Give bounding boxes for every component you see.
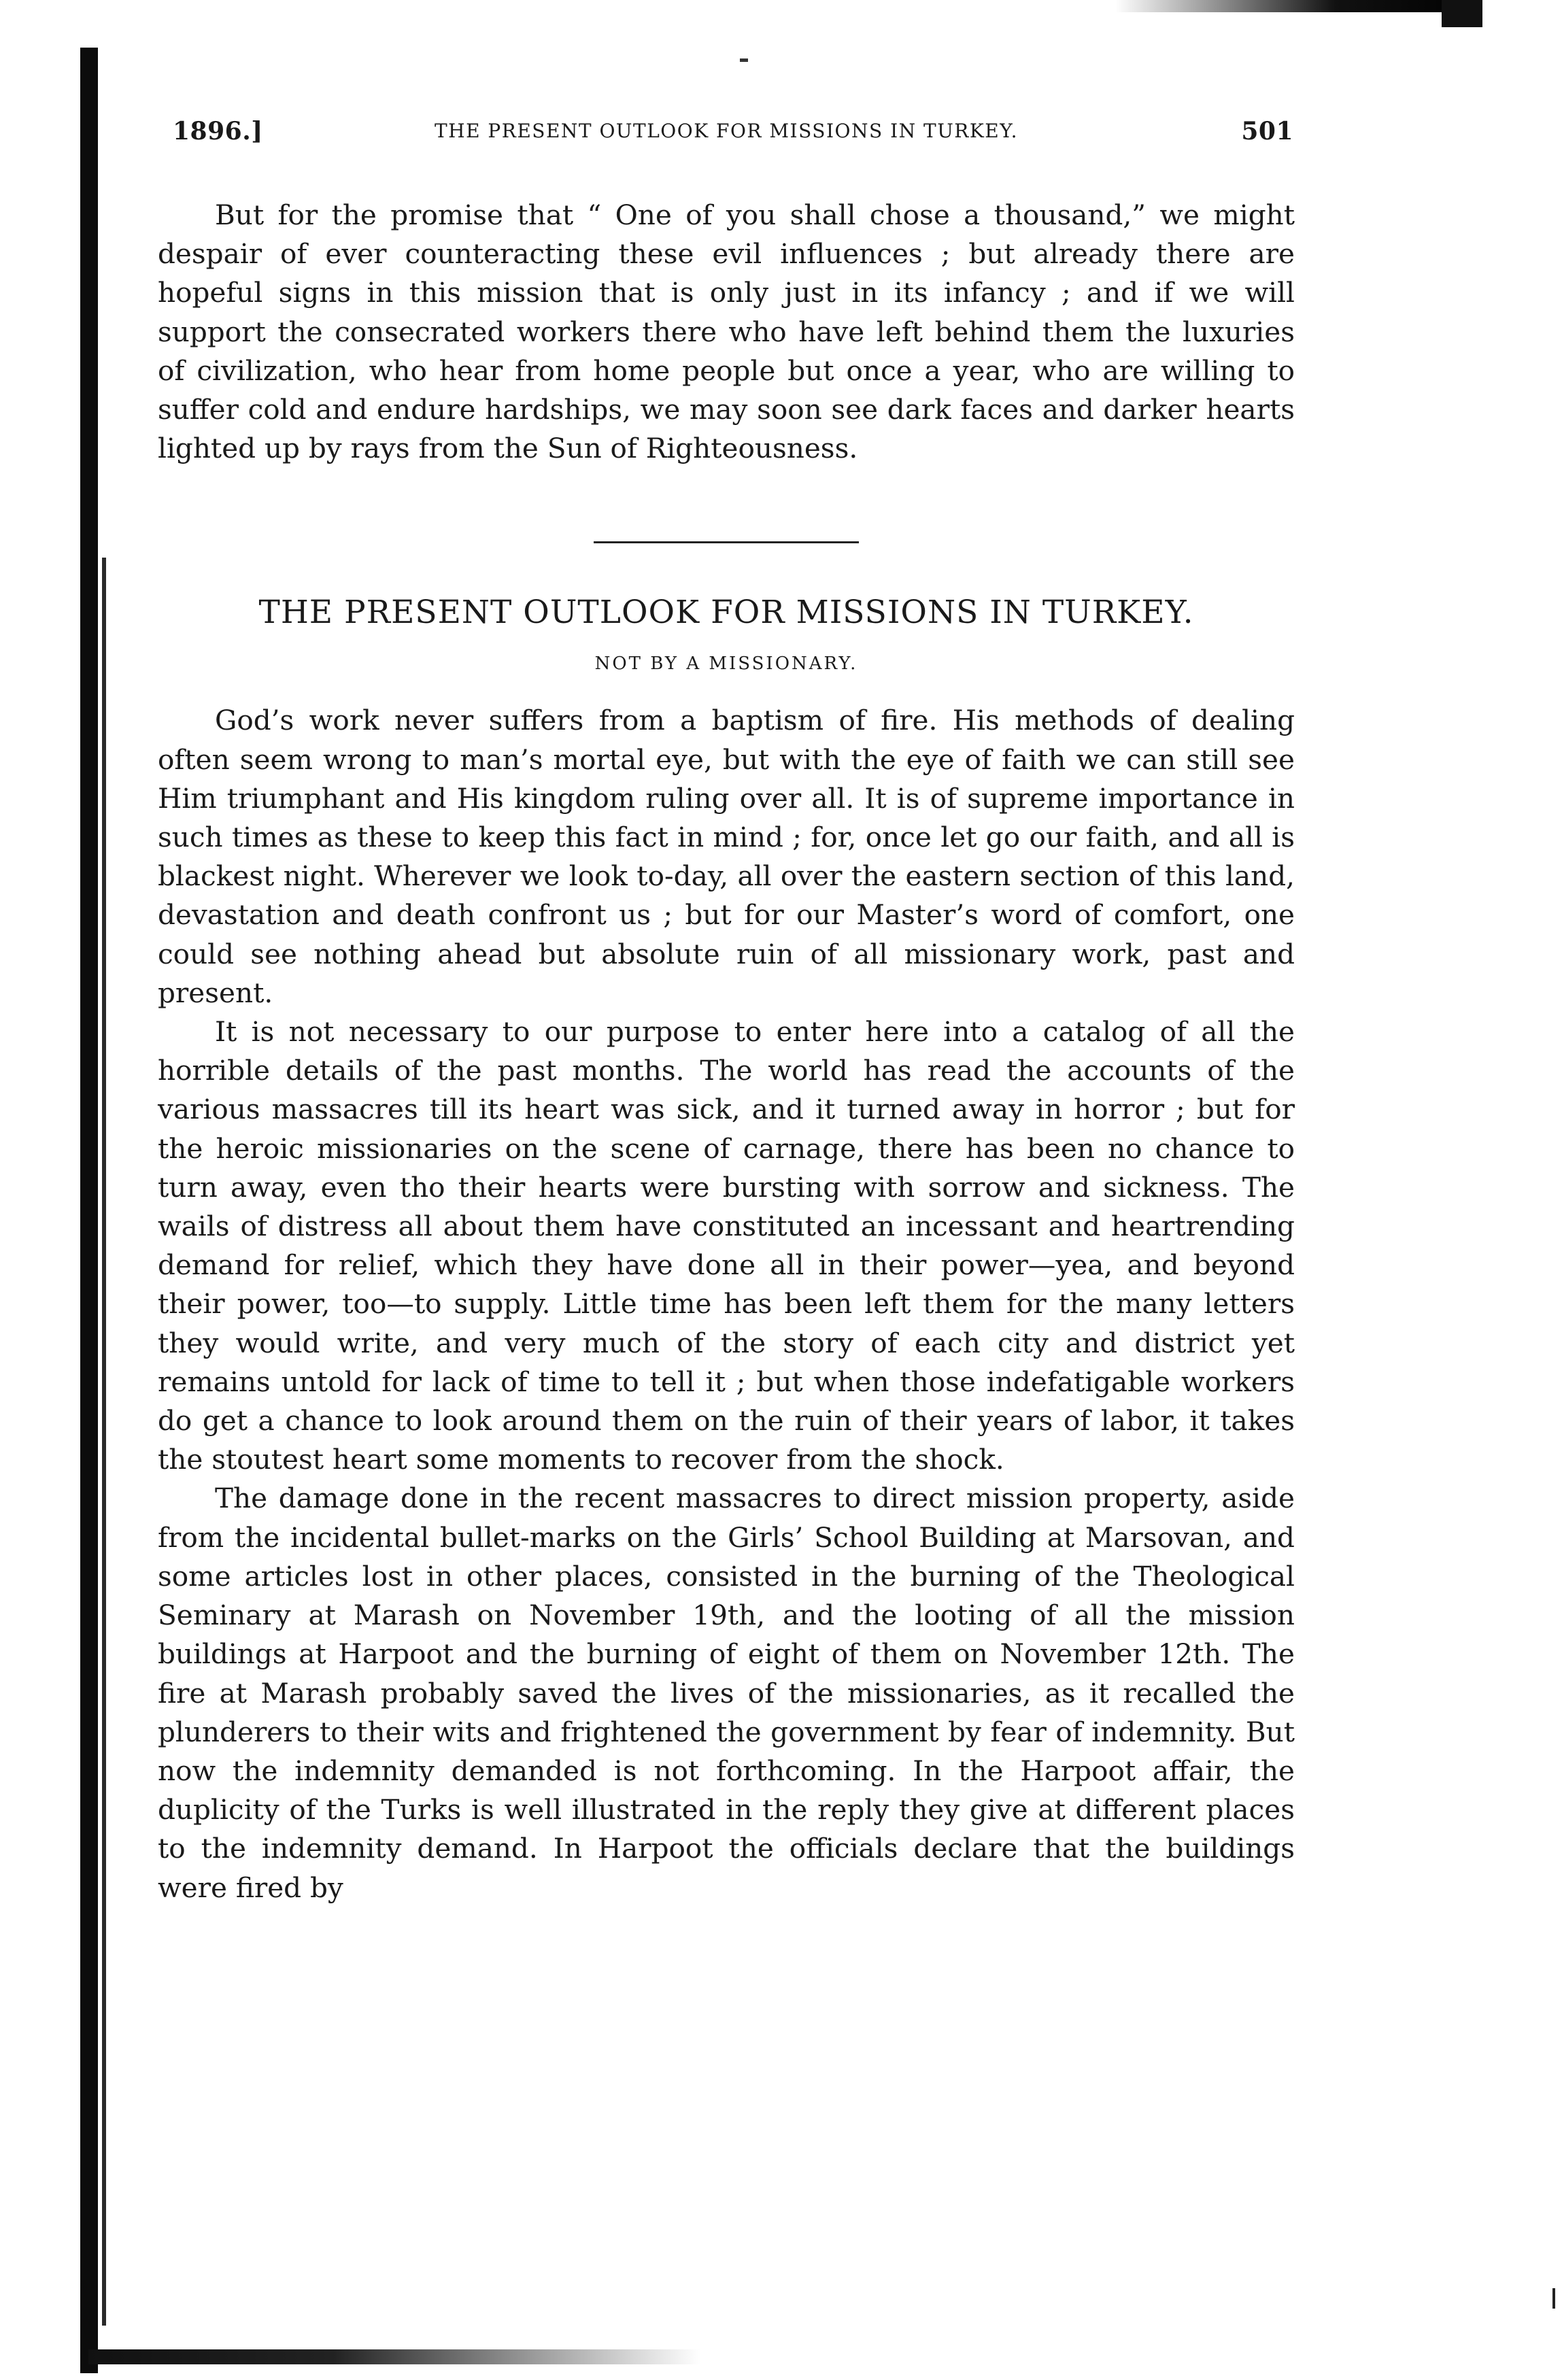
scan-edge-shadow [80, 48, 98, 2373]
running-head-year: 1896.] [173, 117, 263, 146]
scan-speck [740, 58, 748, 62]
scan-bottom-shadow [88, 2349, 700, 2364]
scan-top-shadow [1115, 0, 1482, 12]
page-number: 501 [1241, 117, 1293, 146]
article-title: THE PRESENT OUTLOOK FOR MISSIONS IN TURKEY. [258, 594, 1194, 632]
section-divider [594, 541, 859, 543]
running-head [158, 109, 1295, 156]
article-paragraph: The damage done in the recent massacres to direct mission property, aside from the incidental bullet-marks on the Girls’ School Building at Marsovan, and some articles lost in other places, consisted in the burning of the Theological Seminary at Marash on November 19th, and the looting of all the mission buildings at Harpoot and the burning of eight of them on November 12th. The fire at Marash probably saved the lives of the missionaries, as it recalled the plunderers to their wits and frightened the government by fear of indemnity. But now the indemnity demanded is not forthcoming. In the Harpoot affair, the duplicity of the Turks is well illustrated in the reply they give at different places to the indemnity demand. In Harpoot the officials declare that the buildings were fired by [158, 1482, 1295, 1904]
opening-paragraph: But for the promise that “ One of you shall chose a thousand,” we might despair of ever counteracting these evil influences ; but already there are hopeful signs in this mission that is only just in its infancy ; and if we will support the consecrated workers there who have left behind them the luxuries of civilization, who hear from home people but once a year, who are willing to suffer cold and endure hardships, we may soon see dark faces and darker hearts lighted up by rays from the Sun of Righteousness. [158, 199, 1295, 465]
running-head-title: THE PRESENT OUTLOOK FOR MISSIONS IN TURKEY. [434, 120, 1019, 142]
article-paragraph: God’s work never suffers from a baptism of fire. His methods of dealing often seem wrong to man’s mortal eye, but with the eye of faith we can still see Him triumphant and His kingdom ruling over all. It is of supreme importance in such times as these to keep this fact in mind ; for, once let go our faith, and all is blackest night. Wherever we look to-day, all over the eastern section of this land, devastation and death confront us ; but for our Master’s word of comfort, one could see nothing ahead but absolute ruin of all missionary work, past and present. [158, 704, 1295, 1009]
scan-corner-shadow [1442, 0, 1482, 27]
scan-edge-line [102, 558, 106, 2326]
scan-speck [1552, 2288, 1555, 2309]
page [158, 109, 1295, 1907]
article-byline: NOT BY A MISSIONARY. [594, 653, 858, 675]
article-paragraph: It is not necessary to our purpose to enter here into a catalog of all the horrible details of the past months. The world has read the accounts of the various massacres till its heart was sick, and it turned away in horror ; but for the heroic missionaries on the scene of carnage, there has been no chance to turn away, even tho their hearts were bursting with sorrow and sickness. The wails of distress all about them have constituted an incessant and heartrending demand for relief, which they have done all in their power—yea, and beyond their power, too—to supply. Little time has been left them for the many letters they would write, and very much of the story of each city and district yet remains untold for lack of time to tell it ; but when those indefatigable workers do get a chance to look around them on the ruin of their years of labor, it takes the stoutest heart some moments to recover from the shock. [158, 1015, 1295, 1476]
